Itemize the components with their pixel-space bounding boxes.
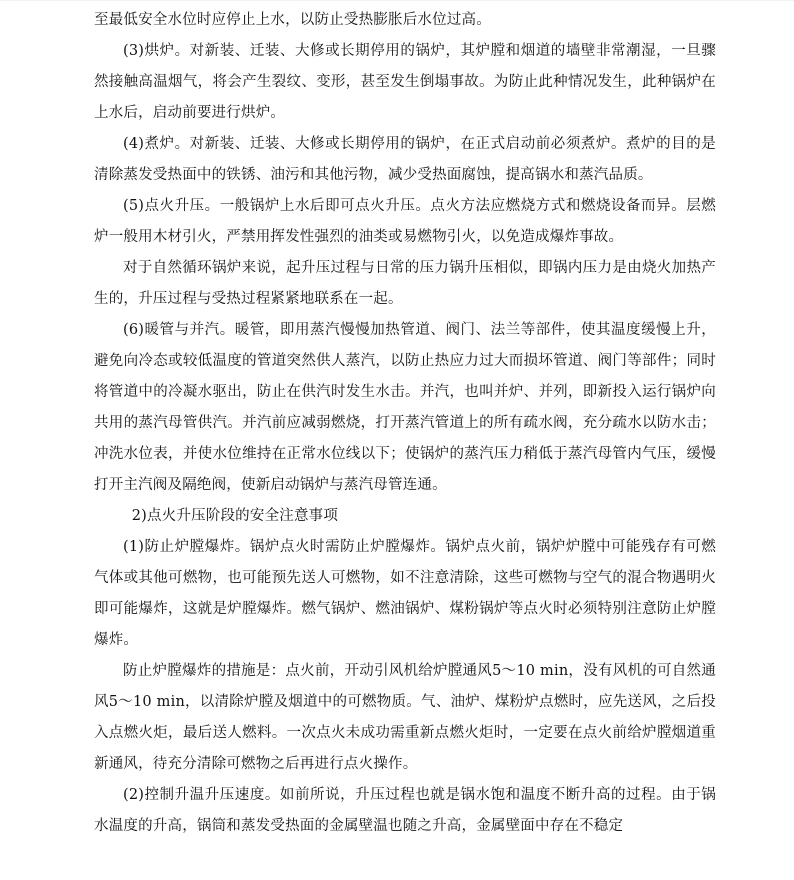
paragraph-heating-rate: (2)控制升温升压速度。如前所说，升压过程也就是锅水饱和温度不断升高的过程。由于锅水温度的升高，锅筒和蒸发受热面的金属壁温也随之升高，金属壁面中存在不稳定 xyxy=(94,787,716,834)
paragraph-natural-circulation: 对于自然循环锅炉来说，起升压过程与日常的压力锅升压相似，即锅内压力是由烧火加热产生的，升压过程与受热过程紧紧地联系在一起。 xyxy=(94,260,716,307)
paragraph-explosion-measures: 防止炉膛爆炸的措施是：点火前，开动引风机给炉膛通风5～10 min，没有风机的可自然通风5～10 min，以清除炉膛及烟道中的可燃物质。气、油炉、煤粉炉点燃时，应先送风，之后投入点燃火炬，最后送人燃料。一次点火未成功需重新点燃火炬时，一定要在点火前给炉膛烟道重新通风，待充分清除可燃物之后再进行点火操作。 xyxy=(94,663,716,772)
paragraph-pipe-warming: (6)暖管与并汽。暖管，即用蒸汽慢慢加热管道、阀门、法兰等部件，使其温度缓慢上升，避免向冷态或较低温度的管道突然供人蒸汽，以防止热应力过大而损坏管道、阀门等部件；同时将管道中的冷凝水驱出，防止在供汽时发生水击。并汽，也叫并炉、并列，即新投入运行锅炉向共用的蒸汽母管供汽。并汽前应减弱燃烧，打开蒸汽管道上的所有疏水阀，充分疏水以防水击；冲洗水位表，并使水位维持在正常水位线以下；使锅炉的蒸汽压力稍低于蒸汽母管内气压，缓慢打开主汽阀及隔绝阀，使新启动锅炉与蒸汽母管连通。 xyxy=(94,322,716,493)
document-page xyxy=(94,5,716,842)
section-heading-safety-notes: 2)点火升压阶段的安全注意事项 xyxy=(131,508,339,524)
paragraph-furnace-drying: (3)烘炉。对新装、迁装、大修或长期停用的锅炉，其炉膛和烟道的墙壁非常潮湿，一旦骤然接触高温烟气，将会产生裂纹、变形，甚至发生倒塌事故。为防止此种情况发生，此种锅炉在上水后，启动前要进行烘炉。 xyxy=(94,43,716,121)
paragraph-boiling-out: (4)煮炉。对新装、迁装、大修或长期停用的锅炉，在正式启动前必须煮炉。煮炉的目的是清除蒸发受热面中的铁锈、油污和其他污物，减少受热面腐蚀，提高锅水和蒸汽品质。 xyxy=(94,136,716,183)
paragraph-continuation: 至最低安全水位时应停止上水，以防止受热膨胀后水位过高。 xyxy=(94,12,491,28)
top-edge-line xyxy=(0,0,794,1)
paragraph-furnace-explosion: (1)防止炉膛爆炸。锅炉点火时需防止炉膛爆炸。锅炉点火前，锅炉炉膛中可能残存有可燃气体或其他可燃物，也可能预先送人可燃物，如不注意清除，这些可燃物与空气的混合物遇明火即可能爆炸，这就是炉膛爆炸。燃气锅炉、燃油锅炉、煤粉锅炉等点火时必须特别注意防止炉膛爆炸。 xyxy=(94,539,716,648)
paragraph-ignition-pressurize: (5)点火升压。一般锅炉上水后即可点火升压。点火方法应燃烧方式和燃烧设备而异。层燃炉一般用木材引火，严禁用挥发性强烈的油类或易燃物引火，以免造成爆炸事故。 xyxy=(94,198,716,245)
